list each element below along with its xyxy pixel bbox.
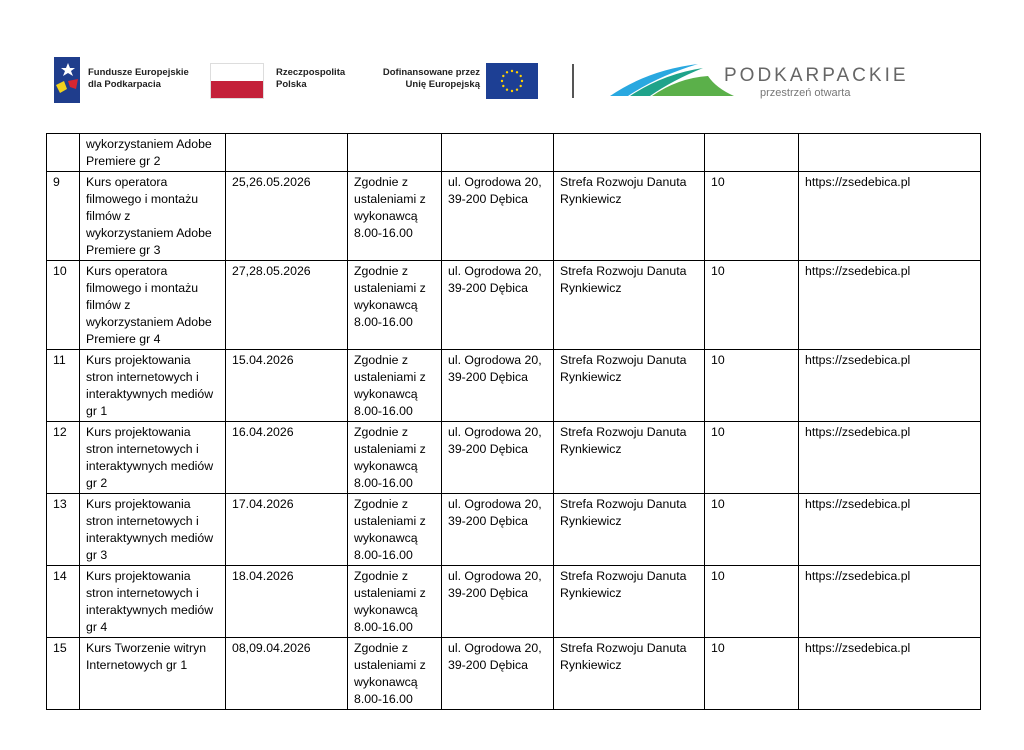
cell-hours: Zgodnie z ustaleniami z wykonawcą 8.00-16.00 — [348, 494, 442, 566]
cell-date: 15.04.2026 — [226, 350, 348, 422]
cell-provider: Strefa Rozwoju Danuta Rynkiewicz — [554, 350, 705, 422]
cell-address — [442, 134, 554, 172]
cell-provider: Strefa Rozwoju Danuta Rynkiewicz — [554, 638, 705, 710]
cell-url[interactable]: https://zsedebica.pl — [799, 566, 981, 638]
cell-hours: Zgodnie z ustaleniami z wykonawcą 8.00-16.00 — [348, 566, 442, 638]
cell-url[interactable]: https://zsedebica.pl — [799, 494, 981, 566]
cell-hours: Zgodnie z ustaleniami z wykonawcą 8.00-16.00 — [348, 261, 442, 350]
podkarpackie-logo-icon — [608, 62, 736, 98]
courses-table — [46, 133, 981, 710]
cell-provider: Strefa Rozwoju Danuta Rynkiewicz — [554, 261, 705, 350]
cell-no: 10 — [47, 261, 80, 350]
cell-count: 10 — [705, 172, 799, 261]
eu-line1: Dofinansowane przez — [382, 67, 480, 78]
header-divider — [572, 64, 574, 98]
cell-date: 27,28.05.2026 — [226, 261, 348, 350]
fe-logo-text — [88, 67, 189, 91]
cell-url[interactable]: https://zsedebica.pl — [799, 350, 981, 422]
cell-address: ul. Ogrodowa 20, 39-200 Dębica — [442, 638, 554, 710]
cell-count — [705, 134, 799, 172]
cell-address: ul. Ogrodowa 20, 39-200 Dębica — [442, 350, 554, 422]
cell-address: ul. Ogrodowa 20, 39-200 Dębica — [442, 422, 554, 494]
cell-name: Kurs operatora filmowego i montażu filmów z wykorzystaniem Adobe Premiere gr 3 — [80, 172, 226, 261]
cell-count: 10 — [705, 638, 799, 710]
eu-logo-text — [380, 67, 480, 91]
cell-url[interactable]: https://zsedebica.pl — [799, 638, 981, 710]
eu-line2: Unię Europejską — [405, 79, 480, 90]
cell-hours: Zgodnie z ustaleniami z wykonawcą 8.00-16.00 — [348, 350, 442, 422]
cell-provider: Strefa Rozwoju Danuta Rynkiewicz — [554, 172, 705, 261]
rp-logo-text — [276, 67, 345, 91]
cell-no: 14 — [47, 566, 80, 638]
cell-hours: Zgodnie z ustaleniami z wykonawcą 8.00-16.00 — [348, 422, 442, 494]
cell-no: 15 — [47, 638, 80, 710]
cell-provider: Strefa Rozwoju Danuta Rynkiewicz — [554, 494, 705, 566]
table-row — [47, 261, 981, 350]
cell-date: 18.04.2026 — [226, 566, 348, 638]
cell-date: 16.04.2026 — [226, 422, 348, 494]
cell-date: 25,26.05.2026 — [226, 172, 348, 261]
rp-line2: Polska — [276, 79, 307, 90]
page-header — [0, 0, 1024, 120]
table-row — [47, 422, 981, 494]
cell-address: ul. Ogrodowa 20, 39-200 Dębica — [442, 261, 554, 350]
fe-line2: dla Podkarpacia — [88, 79, 161, 90]
cell-count: 10 — [705, 261, 799, 350]
cell-address: ul. Ogrodowa 20, 39-200 Dębica — [442, 566, 554, 638]
podkarpackie-title: PODKARPACKIE — [724, 65, 909, 86]
cell-provider: Strefa Rozwoju Danuta Rynkiewicz — [554, 422, 705, 494]
cell-provider — [554, 134, 705, 172]
cell-count: 10 — [705, 422, 799, 494]
cell-name: wykorzystaniem Adobe Premiere gr 2 — [80, 134, 226, 172]
cell-hours: Zgodnie z ustaleniami z wykonawcą 8.00-16.00 — [348, 638, 442, 710]
cell-name: Kurs operatora filmowego i montażu filmów z wykorzystaniem Adobe Premiere gr 4 — [80, 261, 226, 350]
fundusze-europejskie-logo-icon — [54, 57, 80, 103]
cell-address: ul. Ogrodowa 20, 39-200 Dębica — [442, 494, 554, 566]
cell-no — [47, 134, 80, 172]
cell-url[interactable]: https://zsedebica.pl — [799, 261, 981, 350]
rp-line1: Rzeczpospolita — [276, 67, 346, 78]
cell-no: 13 — [47, 494, 80, 566]
table-row — [47, 172, 981, 261]
cell-date: 17.04.2026 — [226, 494, 348, 566]
cell-hours: Zgodnie z ustaleniami z wykonawcą 8.00-16.00 — [348, 172, 442, 261]
table-row — [47, 566, 981, 638]
table-row — [47, 638, 981, 710]
cell-date — [226, 134, 348, 172]
cell-name: Kurs Tworzenie witryn Internetowych gr 1 — [80, 638, 226, 710]
cell-count: 10 — [705, 566, 799, 638]
cell-name: Kurs projektowania stron internetowych i interaktywnych mediów gr 4 — [80, 566, 226, 638]
fe-line1: Fundusze Europejskie — [88, 67, 189, 78]
cell-no: 9 — [47, 172, 80, 261]
cell-name: Kurs projektowania stron internetowych i interaktywnych mediów gr 3 — [80, 494, 226, 566]
cell-count: 10 — [705, 494, 799, 566]
cell-no: 11 — [47, 350, 80, 422]
cell-url[interactable]: https://zsedebica.pl — [799, 172, 981, 261]
table-row — [47, 494, 981, 566]
table-row — [47, 350, 981, 422]
table-row — [47, 134, 981, 172]
cell-name: Kurs projektowania stron internetowych i interaktywnych mediów gr 2 — [80, 422, 226, 494]
polish-flag-icon — [210, 63, 264, 99]
eu-flag-icon — [486, 63, 538, 99]
cell-hours — [348, 134, 442, 172]
cell-name: Kurs projektowania stron internetowych i interaktywnych mediów gr 1 — [80, 350, 226, 422]
podkarpackie-subtitle: przestrzeń otwarta — [760, 87, 851, 99]
cell-address: ul. Ogrodowa 20, 39-200 Dębica — [442, 172, 554, 261]
cell-url — [799, 134, 981, 172]
cell-count: 10 — [705, 350, 799, 422]
cell-url[interactable]: https://zsedebica.pl — [799, 422, 981, 494]
cell-no: 12 — [47, 422, 80, 494]
cell-provider: Strefa Rozwoju Danuta Rynkiewicz — [554, 566, 705, 638]
cell-date: 08,09.04.2026 — [226, 638, 348, 710]
